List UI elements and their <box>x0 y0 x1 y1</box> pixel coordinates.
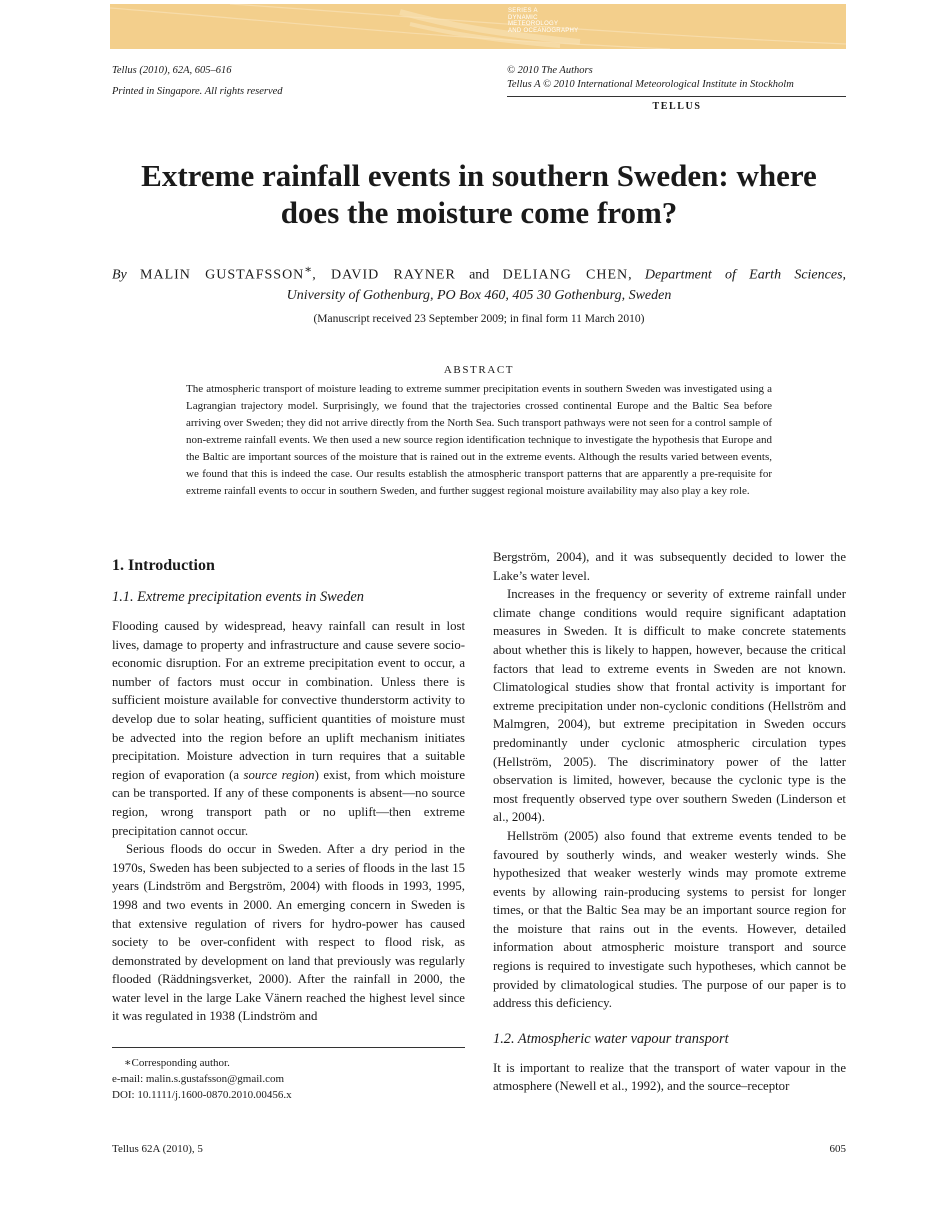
author-email: e-mail: malin.s.gustafsson@gmail.com <box>112 1073 285 1085</box>
paragraph-2-continued: Bergström, 2004), and it was subsequently decided to lower the Lake’s water level. <box>493 550 846 583</box>
right-column <box>493 548 846 1096</box>
doi: DOI: 10.1111/j.1600-0870.2010.00456.x <box>112 1089 292 1101</box>
header-rule <box>507 96 846 97</box>
printed-line: Printed in Singapore. All rights reserved <box>112 86 283 97</box>
paper-title: Extreme rainfall events in southern Sweden: where does the moisture come from? <box>141 158 817 230</box>
paragraph-5: It is important to realize that the transport of water vapour in the atmosphere (Newell et al., 1992), and the source–receptor <box>493 1060 846 1094</box>
journal-name: TELLUS <box>652 101 702 112</box>
paragraph-2: Serious floods do occur in Sweden. After a dry period in the 1970s, Sweden has been subjected to a series of floods in the last 15 years (Lindström and Bergström, 2004) with floods in 1993, 1995, 1998 and two events in 2000. An emerging concern in Sweden is that extensive regulation of rivers for hydro-power has caused society to be over-confident with respect to flood risk, as demonstrated by development on land that previously was regularly flooded (Räddningsverket, 2000). After the rainfall in 2000, the water level in the large Lake Vänern reached the highest level since it was regulated in 1938 (Lindström and <box>112 842 465 1024</box>
footnote-star: ∗ <box>124 1057 132 1069</box>
by-label: By <box>112 267 127 283</box>
copyright-institute: Tellus A © 2010 International Meteorological Institute in Stockholm <box>507 79 794 90</box>
author-block <box>112 260 846 306</box>
abstract-text: The atmospheric transport of moisture leading to extreme summer precipitation events in southern Sweden was investigated using a Lagrangian trajectory model. Surprisingly, we found that the trajectories crossed continental Europe and the Baltic Sea before arriving over Sweden; they did not arrive directly from the North Sea. Such transport pathways were not seen for a control sample of non-extreme rainfall events. We then used a new source region identification technique to investigate the hypothesis that Europe and the Baltic are important sources of the moisture that is rained out in the extreme events. Although the results varied between events, we found that this is indeed the case. Our results establish the atmospheric transport patterns that are apparently a pre-requisite for extreme rainfall events to occur in southern Sweden, and further suggest regional moisture availability may also play a key role. <box>186 383 772 497</box>
section-introduction-title: 1. Introduction <box>112 557 215 574</box>
subsection-1-2-title: 1.2. Atmospheric water vapour transport <box>493 1030 729 1047</box>
author-star: ∗ <box>304 263 313 276</box>
paragraph-1: Flooding caused by widespread, heavy rainfall can result in lost lives, damage to property and infrastructure and cause severe socio-economic disruption. For an extreme precipitation event to occur, a number of factors must occur in combination. Unless there is sufficient moisture available for convective thunderstorm activity to develop due to solar heating, sufficient quantities of moisture must be advected into the region before an uplift mechanism initiates precipitation. Moisture advection in turn requires that a suitable region of evaporation (a source region) exist, from which moisture can be transported. If any of these components is absent—no source region, wrong transport path or no uplift—then extreme precipitation cannot occur. <box>112 619 466 838</box>
left-column <box>112 548 465 1026</box>
citation-line: Tellus (2010), 62A, 605–616 <box>112 65 232 76</box>
paragraph-3: Increases in the frequency or severity of extreme rainfall under climate change conditions would require significant adaptation measures in Sweden. It is difficult to make concrete statements about whether this is likely to happen, however, because the critical factors that lead to extreme events in Sweden are not known. Climatological studies show that frontal activity is important for extreme precipitation under non-cyclonic conditions (Hellström and Malmgren, 2004), but extreme precipitation in Sweden occurs predominantly under cyclonic atmospheric circulation types (Hellström, 2005). The discriminatory power of the latter observation is limited, however, because the cyclonic type is the most frequently observed type over southern Sweden (Linderson et al., 2004). <box>493 587 846 825</box>
banner-series-label: SERIES A DYNAMIC METEOROLOGY AND OCEANOGRAPHY <box>508 8 579 34</box>
footnote-rule <box>112 1047 465 1048</box>
subsection-1-1-title: 1.1. Extreme precipitation events in Sweden <box>112 589 364 605</box>
affiliation-line2: University of Gothenburg, PO Box 460, 405 30 Gothenburg, Sweden <box>286 287 672 303</box>
author-2: , DAVID RAYNER <box>312 267 456 283</box>
abstract-heading: ABSTRACT <box>443 364 515 376</box>
page-number: 605 <box>829 1143 846 1155</box>
author-and: and <box>455 267 503 283</box>
footnote <box>112 1055 472 1103</box>
author-1: MALIN GUSTAFSSON <box>140 267 305 283</box>
corresponding-author: Corresponding author. <box>131 1057 230 1069</box>
banner-decoration <box>110 4 846 49</box>
copyright-authors: © 2010 The Authors <box>507 65 593 76</box>
author-3: DELIANG CHEN <box>502 267 629 283</box>
affiliation-line1: Department of Earth Sciences, <box>644 267 847 283</box>
journal-banner <box>110 4 846 49</box>
author-comma: , <box>628 267 632 283</box>
paragraph-4: Hellström (2005) also found that extreme events tended to be favoured by southerly winds, and weaker westerly winds. She hypothesized that weaker westerly winds may promote extreme events by allowing rain-producing systems to persist for longer times, or that the Baltic Sea may be an important source region for the moisture that rains out in the events. However, detailed information about atmospheric moisture transport and source regions is required to investigate such hypotheses, which cannot be provided by climatological studies. The purpose of our paper is to address this deficiency. <box>493 828 846 1011</box>
footer-journal-issue: Tellus 62A (2010), 5 <box>112 1143 203 1155</box>
manuscript-dates: (Manuscript received 23 September 2009; in final form 11 March 2010) <box>313 313 645 325</box>
